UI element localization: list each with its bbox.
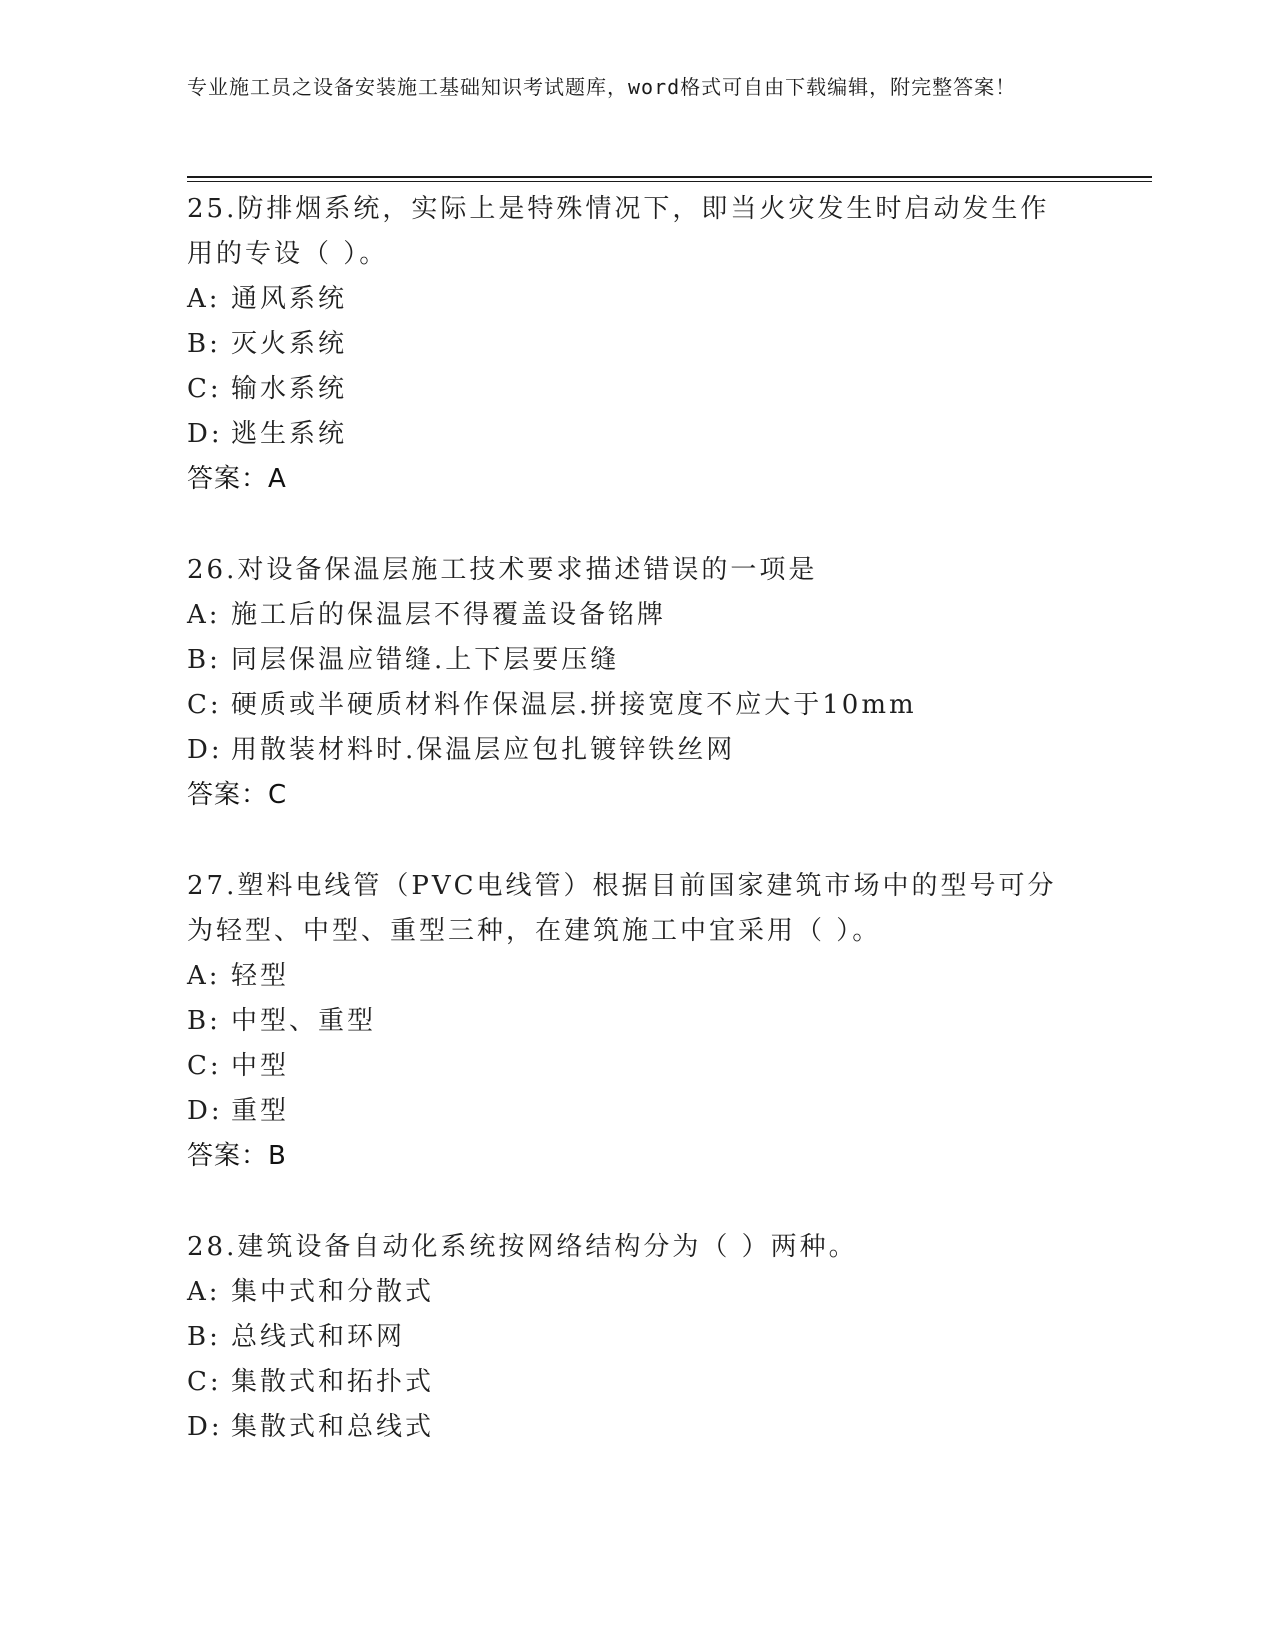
option-key: C:: [187, 1367, 222, 1397]
question-28: [187, 1225, 1087, 1450]
answer: 答案：C: [187, 780, 288, 810]
option-key: A:: [187, 284, 221, 314]
option-text: 施工后的保温层不得覆盖设备铭牌: [231, 600, 667, 630]
option-key: C:: [187, 690, 222, 720]
question-26: [187, 548, 1087, 818]
option-c: [187, 367, 1087, 412]
question-25: [187, 187, 1087, 502]
option-key: B:: [187, 645, 221, 675]
question-stem: 28.建筑设备自动化系统按网络结构分为（ ）两种。: [187, 1232, 858, 1262]
option-c: [187, 1044, 1087, 1089]
option-a: [187, 277, 1087, 322]
option-text: 中型、重型: [231, 1006, 377, 1036]
option-b: [187, 1315, 1087, 1360]
document-header: 专业施工员之设备安装施工基础知识考试题库，word格式可自由下载编辑，附完整答案！: [187, 75, 1017, 99]
option-text: 集中式和分散式: [231, 1277, 435, 1307]
option-key: D:: [187, 735, 223, 765]
option-text: 灭火系统: [231, 329, 348, 359]
option-text: 硬质或半硬质材料作保温层.拼接宽度不应大于10mm: [231, 690, 917, 720]
option-key: A:: [187, 1277, 221, 1307]
option-c: [187, 683, 1087, 728]
answer: 答案：A: [187, 464, 287, 494]
question-stem: 26.对设备保温层施工技术要求描述错误的一项是: [187, 555, 818, 585]
option-a: [187, 954, 1087, 999]
option-d: [187, 1405, 1087, 1450]
option-text: 集散式和拓扑式: [231, 1367, 435, 1397]
option-d: [187, 1089, 1087, 1134]
option-key: D:: [187, 1412, 223, 1442]
question-27: [187, 864, 1087, 1179]
option-b: [187, 322, 1087, 367]
option-key: C:: [187, 1051, 222, 1081]
option-text: 中型: [231, 1051, 290, 1081]
option-key: B:: [187, 1006, 221, 1036]
option-text: 逃生系统: [231, 419, 348, 449]
answer: 答案：B: [187, 1141, 287, 1171]
option-b: [187, 999, 1087, 1044]
option-a: [187, 1270, 1087, 1315]
option-key: C:: [187, 374, 222, 404]
option-key: D:: [187, 1096, 223, 1126]
question-stem: 25.防排烟系统，实际上是特殊情况下，即当火灾发生时启动发生作用的专设（ ）。: [187, 194, 1050, 269]
option-key: B:: [187, 329, 221, 359]
option-text: 集散式和总线式: [231, 1412, 435, 1442]
option-text: 重型: [231, 1096, 290, 1126]
option-key: A:: [187, 961, 221, 991]
option-text: 轻型: [231, 961, 290, 991]
option-b: [187, 638, 1087, 683]
option-key: B:: [187, 1322, 221, 1352]
header-divider-thick: [187, 176, 1152, 178]
option-text: 同层保温应错缝.上下层要压缝: [231, 645, 620, 675]
option-text: 输水系统: [231, 374, 348, 404]
option-text: 通风系统: [231, 284, 348, 314]
header-divider-thin: [187, 181, 1152, 182]
option-key: A:: [187, 600, 221, 630]
option-a: [187, 593, 1087, 638]
option-c: [187, 1360, 1087, 1405]
option-d: [187, 728, 1087, 773]
option-d: [187, 412, 1087, 457]
question-list: [187, 187, 1087, 1450]
option-key: D:: [187, 419, 223, 449]
question-stem: 27.塑料电线管（PVC电线管）根据目前国家建筑市场中的型号可分为轻型、中型、重型三种，在建筑施工中宜采用（ ）。: [187, 871, 1057, 946]
option-text: 用散装材料时.保温层应包扎镀锌铁丝网: [231, 735, 736, 765]
option-text: 总线式和环网: [231, 1322, 406, 1352]
